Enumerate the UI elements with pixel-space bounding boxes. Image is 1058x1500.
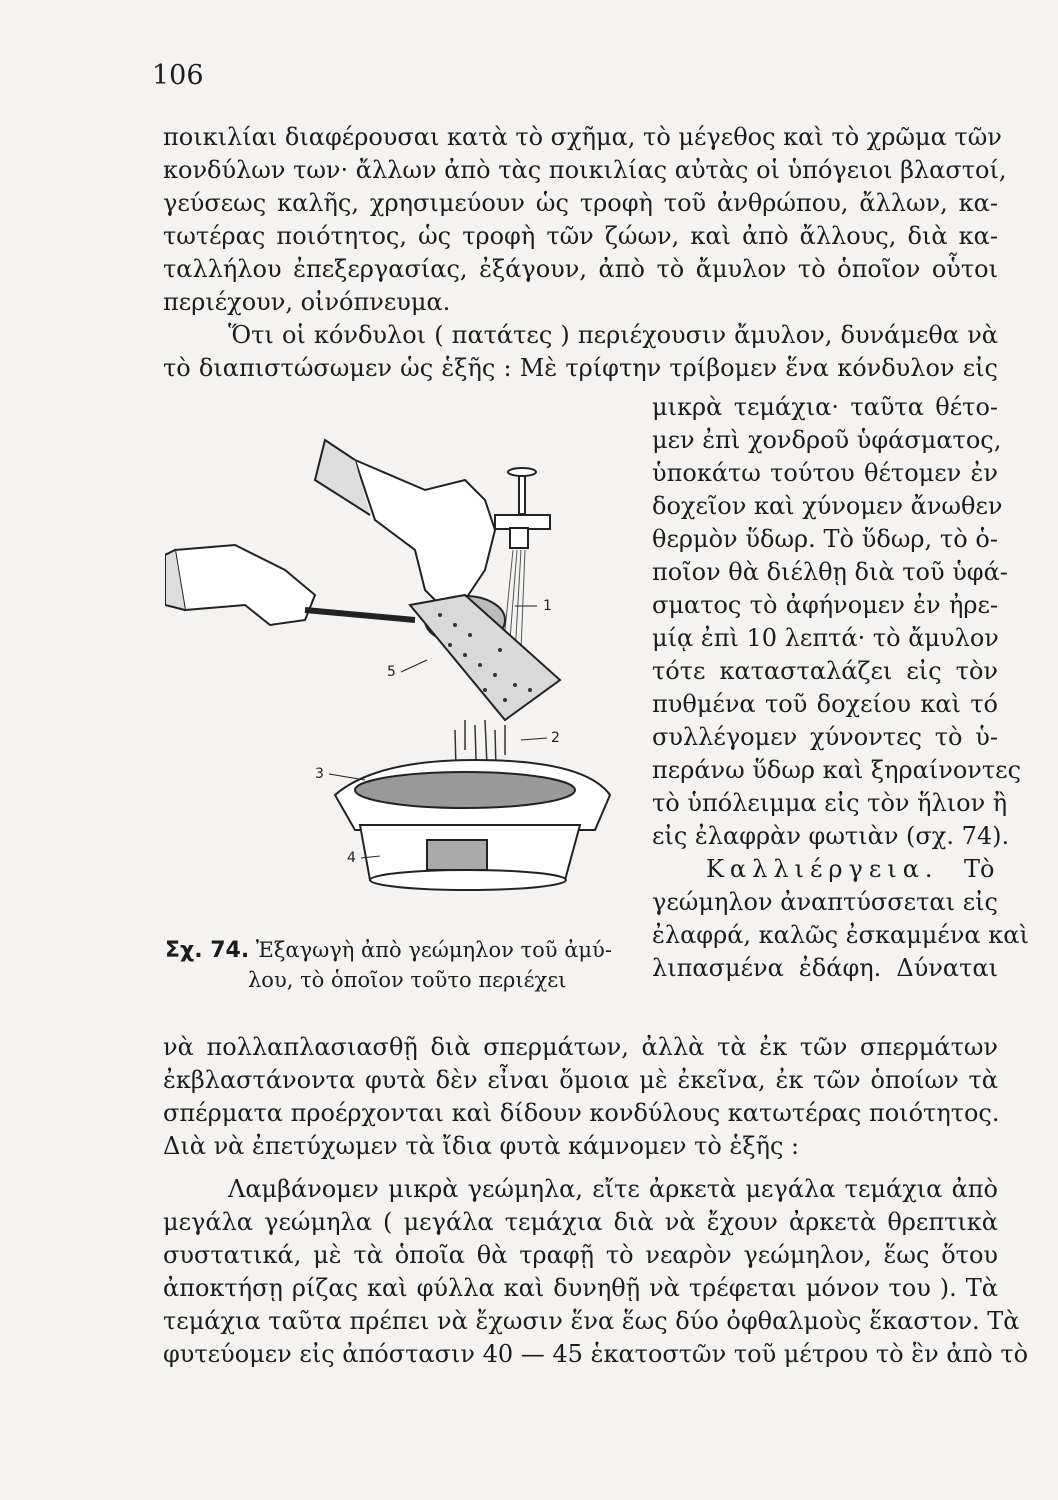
label-2: 2 [551, 730, 560, 746]
text-line: ἀποκτήσῃ ρίζας καὶ φύλλα καὶ δυνηθῇ νὰ τρέφεται μόνον του ). Τὰ [163, 1274, 998, 1302]
text-line: σπέρματα προέρχονται καὶ δίδουν κονδύλους κατωτέρας ποιότητος. [163, 1099, 1000, 1127]
text-line: γεώμηλον ἀναπτύσσεται εἰς [652, 888, 998, 916]
text-line: κονδύλων των· ἄλλων ἀπὸ τὰς ποικιλίας αὐτὰς οἱ ὑπόγειοι βλαστοί, [163, 156, 1007, 184]
cloth-drawing [335, 760, 610, 830]
text-line: ποῖον θὰ διέλθῃ διὰ τοῦ ὑφά- [652, 558, 1008, 586]
figure-label: Σχ. 74. [165, 938, 250, 963]
text-line: γεύσεως καλῆς, χρησιμεύουν ὡς τροφὴ τοῦ ἀνθρώπου, ἄλλων, κα- [163, 189, 998, 217]
section-heading: Καλλιέργεια. [706, 855, 939, 883]
text-line: δοχεῖον καὶ χύνομεν ἄνωθεν [652, 492, 1003, 520]
label-3: 3 [315, 766, 324, 782]
text-line: τότε κατασταλάζει εἰς τὸν [652, 657, 998, 685]
bowl-drawing [360, 825, 580, 890]
text-line: λιπασμένα ἐδάφη. Δύναται [652, 954, 998, 982]
faucet-drawing [495, 468, 550, 548]
page-number: 106 [152, 60, 204, 91]
text-line: Ὅτι οἱ κόνδυλοι ( πατάτες ) περιέχουσιν ἄμυλον, δυνάμεθα νὰ [228, 321, 998, 349]
text-line: περιέχουν, οἰνόπνευμα. [163, 288, 451, 316]
grater-drawing [410, 595, 560, 720]
text-line: εἰς ἐλαφρὰν φωτιὰν (σχ. 74). [652, 822, 1010, 850]
text-line: ἐλαφρά, καλῶς ἐσκαμμένα καὶ [652, 921, 1029, 949]
label-5: 5 [387, 664, 396, 680]
text-line: Τὸ [964, 855, 995, 883]
text-line: φυτεύομεν εἰς ἀπόστασιν 40 — 45 ἑκατοστῶν τοῦ μέτρου τὸ ἓν ἀπὸ τὸ [163, 1340, 1029, 1368]
text-line: ὑποκάτω τούτου θέτομεν ἐν [652, 459, 998, 487]
text-line: μικρὰ τεμάχια· ταῦτα θέτο- [652, 393, 998, 421]
text-line: μεγάλα γεώμηλα ( μεγάλα τεμάχια διὰ νὰ ἔχουν ἀρκετὰ θρεπτικὰ [163, 1208, 998, 1236]
text-line: θερμὸν ὕδωρ. Τὸ ὕδωρ, τὸ ὁ- [652, 525, 998, 553]
text-line: περάνω ὕδωρ καὶ ξηραίνοντες [652, 756, 1022, 784]
figure-caption-line-2: λου, τὸ ὁποῖον τοῦτο περιέχει [248, 968, 567, 992]
text-line: τὸ διαπιστώσωμεν ὡς ἑξῆς : Μὲ τρίφτην τρίβομεν ἕνα κόνδυλον εἰς [163, 354, 998, 382]
caption-line-1: Ἐξαγωγὴ ἀπὸ γεώμηλον τοῦ ἀμύ- [255, 938, 612, 962]
text-line: ποικιλίαι διαφέρουσαι κατὰ τὸ σχῆμα, τὸ μέγεθος καὶ τὸ χρῶμα τῶν [163, 123, 1002, 151]
text-line: ἐκβλαστάνοντα φυτὰ δὲν εἶναι ὅμοια μὲ ἐκεῖνα, ἐκ τῶν ὁποίων τὰ [163, 1066, 998, 1094]
figure-starch-extraction [165, 420, 645, 920]
hand-left-drawing [165, 545, 415, 625]
text-line: πυθμένα τοῦ δοχείου καὶ τό [652, 690, 998, 718]
text-line: μίᾳ ἐπὶ 10 λεπτά· τὸ ἄμυλον [652, 624, 999, 652]
text-line: νὰ πολλαπλασιασθῇ διὰ σπερμάτων, ἀλλὰ τὰ ἐκ τῶν σπερμάτων [163, 1033, 998, 1061]
text-line: σματος τὸ ἀφήνομεν ἐν ἠρε- [652, 591, 998, 619]
text-line: Λαμβάνομεν μικρὰ γεώμηλα, εἴτε ἀρκετὰ μεγάλα τεμάχια ἀπὸ [228, 1175, 998, 1203]
text-line: συλλέγομεν χύνοντες τὸ ὑ- [652, 723, 998, 751]
text-line: μεν ἐπὶ χονδροῦ ὑφάσματος, [652, 426, 1002, 454]
label-1: 1 [543, 598, 552, 614]
text-line: Διὰ νὰ ἐπετύχωμεν τὰ ἴδια φυτὰ κάμνομεν τὸ ἑξῆς : [163, 1132, 800, 1160]
text-line: ταλλήλου ἐπεξεργασίας, ἐξάγουν, ἀπὸ τὸ ἄμυλον τὸ ὁποῖον οὗτοι [163, 255, 998, 283]
figure-caption [165, 935, 612, 966]
label-4: 4 [347, 850, 356, 866]
text-line: τωτέρας ποιότητος, ὡς τροφὴ τῶν ζώων, καὶ ἀπὸ ἄλλους, διὰ κα- [163, 222, 998, 250]
text-line: τεμάχια ταῦτα πρέπει νὰ ἔχωσιν ἕνα ἕως δύο ὀφθαλμοὺς ἕκαστον. Τὰ [163, 1307, 1020, 1335]
text-line: τὸ ὑπόλειμμα εἰς τὸν ἥλιον ἢ [652, 789, 1008, 817]
text-line: συστατικά, μὲ τὰ ὁποῖα θὰ τραφῇ τὸ νεαρὸν γεώμηλον, ἕως ὅτου [163, 1241, 998, 1269]
hand-upper-drawing [315, 440, 495, 610]
